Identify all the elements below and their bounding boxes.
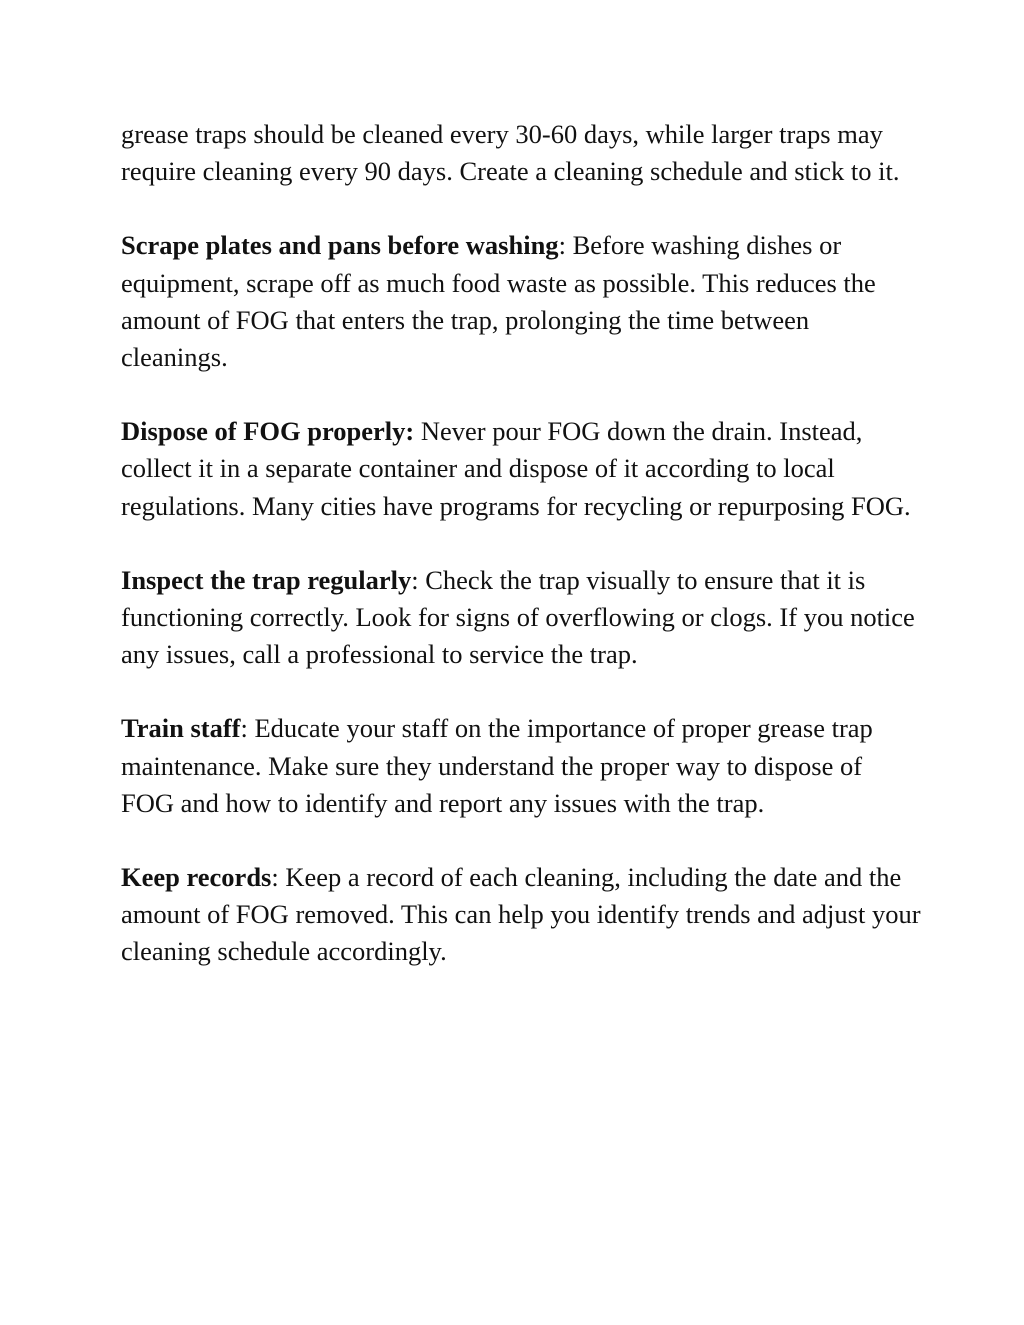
paragraph-text: Check the trap visually to ensure that it is functioning correctly. Look for signs of overflowing or clogs. If you notice any issues, call a professional to service the trap. [121,564,915,670]
paragraph-scrape-plates [121,227,921,376]
paragraph-term: Keep records [121,862,272,893]
term-separator: : [240,713,255,744]
paragraph-inspect-trap [121,562,921,674]
paragraph-text: Before washing dishes or equipment, scrape off as much food waste as possible. This reduces the amount of FOG that enters the trap, prolonging the time between cleanings. [121,230,876,373]
paragraph-term: Train staff [121,713,241,744]
paragraph-term: Dispose of FOG properly: [121,416,415,447]
paragraph-term: Inspect the trap regularly [121,564,412,595]
term-separator: : [411,564,426,595]
paragraph-text: Keep a record of each cleaning, including the date and the amount of FOG removed. This can help you identify trends and adjust your cleaning schedule accordingly. [121,862,921,967]
paragraph-text: Never pour FOG down the drain. Instead, collect it in a separate container and dispose of it according to local regulations. Many cities have programs for recycling or repurposing FOG. [121,416,911,521]
term-separator: : [558,230,573,261]
paragraph-train-staff [121,710,921,822]
term-separator [414,416,421,446]
term-separator: : [271,862,286,893]
paragraph-dispose-fog [121,413,921,525]
paragraph-keep-records [121,859,921,971]
paragraph-text: grease traps should be cleaned every 30-60 days, while larger traps may require cleaning every 90 days. Create a cleaning schedule and stick to it. [121,119,900,187]
paragraph-term: Scrape plates and pans before washing [121,230,559,261]
paragraph-text: Educate your staff on the importance of proper grease trap maintenance. Make sure they understand the proper way to dispose of FOG and how to identify and report any issues with the trap. [121,713,873,818]
document-page [121,116,921,1008]
paragraph-cleaning-frequency [121,116,921,190]
